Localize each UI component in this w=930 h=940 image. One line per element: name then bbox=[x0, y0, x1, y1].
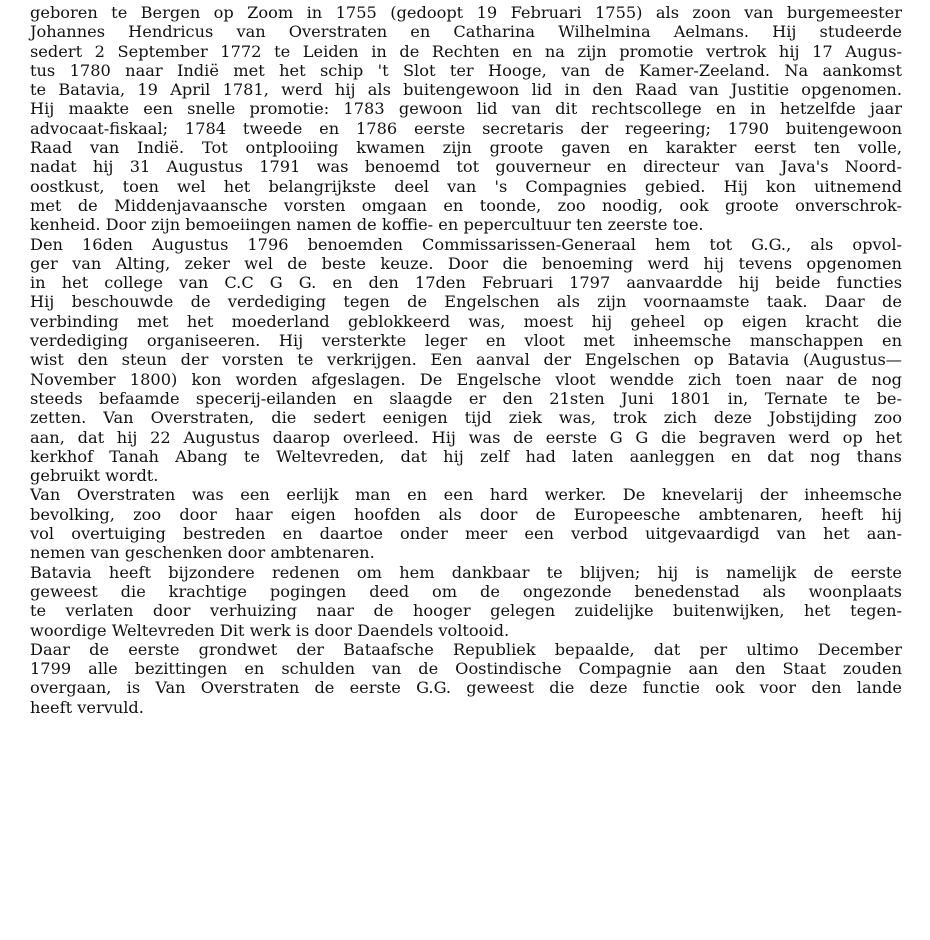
text-line: nadat hij 31 Augustus 1791 was benoemd tot gouverneur en directeur van Java's Noord- bbox=[30, 157, 902, 177]
text-line: advocaat-fiskaal; 1784 tweede en 1786 eerste secretaris der regeering; 1790 buitengewoon bbox=[30, 118, 902, 138]
text-line: nemen van geschenken door ambtenaren. bbox=[30, 543, 375, 563]
text-line: in het college van C.C G G. en den 17den Februari 1797 aanvaardde hij beide functies bbox=[30, 273, 902, 293]
text-line: te verlaten door verhuizing naar de hooger gelegen zuidelijke buitenwijken, het tegen- bbox=[30, 601, 902, 621]
text-line: geweest die krachtige pogingen deed om de ongezonde benedenstad als woonplaats bbox=[30, 581, 902, 601]
text-line: kerkhof Tanah Abang te Weltevreden, dat hij zelf had laten aanleggen en dat nog thans bbox=[30, 446, 902, 466]
text-line: vol overtuiging bestreden en daartoe onder meer een verbod uitgevaardigd van het aan- bbox=[30, 524, 902, 544]
text-line: verbinding met het moederland geblokkeerd was, moest hij geheel op eigen kracht die bbox=[30, 311, 902, 331]
text-line: 1799 alle bezittingen en schulden van de Oostindische Compagnie aan den Staat zouden bbox=[30, 659, 902, 679]
paragraph-constitution bbox=[30, 640, 902, 717]
text-line: Johannes Hendricus van Overstraten en Catharina Wilhelmina Aelmans. Hij studeerde bbox=[30, 22, 902, 42]
text-line: verdediging organiseeren. Hij versterkte leger en vloot met inheemsche manschappen en bbox=[30, 331, 902, 351]
text-line: woordige Weltevreden Dit werk is door Daendels voltooid. bbox=[30, 620, 510, 640]
text-line: zetten. Van Overstraten, die sedert eenigen tijd ziek was, trok zich deze Jobstijding zoo bbox=[30, 408, 902, 428]
text-line: November 1800) kon worden afgeslagen. De Engelsche vloot wendde zich toen naar de nog bbox=[30, 369, 902, 389]
text-line: bevolking, zoo door haar eigen hoofden als door de Europeesche ambtenaren, heeft hij bbox=[30, 504, 902, 524]
text-line: heeft vervuld. bbox=[30, 697, 144, 717]
text-line: Hij beschouwde de verdediging tegen de Engelschen als zijn voornaamste taak. Daar de bbox=[30, 292, 902, 312]
text-line: Hij maakte een snelle promotie: 1783 gewoon lid van dit rechtscollege en in hetzelfde jaar bbox=[30, 99, 902, 119]
paragraph-character bbox=[30, 485, 902, 562]
text-line: Raad van Indië. Tot ontplooiing kwamen zijn groote gaven en karakter eerst ten volle, bbox=[30, 138, 902, 158]
text-line: gebruikt wordt. bbox=[30, 466, 159, 486]
paragraph-batavia bbox=[30, 563, 902, 640]
text-line: steeds befaamde specerij-eilanden en slaagde er den 21sten Juni 1801 in, Ternate te be- bbox=[30, 388, 902, 408]
text-line: Batavia heeft bijzondere redenen om hem dankbaar te blijven; hij is namelijk de eerste bbox=[30, 562, 902, 582]
text-line: Den 16den Augustus 1796 benoemden Commissarissen-Generaal hem tot G.G., als opvol- bbox=[30, 234, 902, 254]
paragraph-governor-general bbox=[30, 235, 902, 486]
text-line: aan, dat hij 22 Augustus daarop overleed. Hij was de eerste G G die begraven werd op het bbox=[30, 427, 902, 447]
paragraph-early-career bbox=[30, 3, 902, 235]
text-line: geboren te Bergen op Zoom in 1755 (gedoopt 19 Februari 1755) als zoon van burgemeester bbox=[30, 3, 902, 22]
text-line: ger van Alting, zeker wel de beste keuze. Door die benoeming werd hij tevens opgenomen bbox=[30, 253, 902, 273]
text-line: kenheid. Door zijn bemoeiingen namen de koffie- en pepercultuur ten zeerste toe. bbox=[30, 215, 704, 235]
text-line: oostkust, toen wel het belangrijkste deel van 's Compagnies gebied. Hij kon uitnemend bbox=[30, 176, 902, 196]
text-line: overgaan, is Van Overstraten de eerste G.G. geweest die deze functie ook voor den lande bbox=[30, 678, 902, 698]
text-line: met de Middenjavaansche vorsten omgaan en toonde, zoo noodig, ook groote onverschrok- bbox=[30, 195, 902, 215]
text-line: te Batavia, 19 April 1781, werd hij als buitengewoon lid in den Raad van Justitie opgenomen. bbox=[30, 80, 902, 100]
text-line: Daar de eerste grondwet der Bataafsche Republiek bepaalde, dat per ultimo December bbox=[30, 639, 902, 659]
text-line: wist den steun der vorsten te verkrijgen. Een aanval der Engelschen op Batavia (Augustus— bbox=[30, 350, 902, 370]
text-line: Van Overstraten was een eerlijk man en een hard werker. De knevelarij der inheemsche bbox=[30, 485, 902, 505]
text-line: tus 1780 naar Indië met het schip 't Slot ter Hooge, van de Kamer-Zeeland. Na aankomst bbox=[30, 60, 902, 80]
text-line: sedert 2 September 1772 te Leiden in de Rechten en na zijn promotie vertrok hij 17 Augus- bbox=[30, 41, 902, 61]
